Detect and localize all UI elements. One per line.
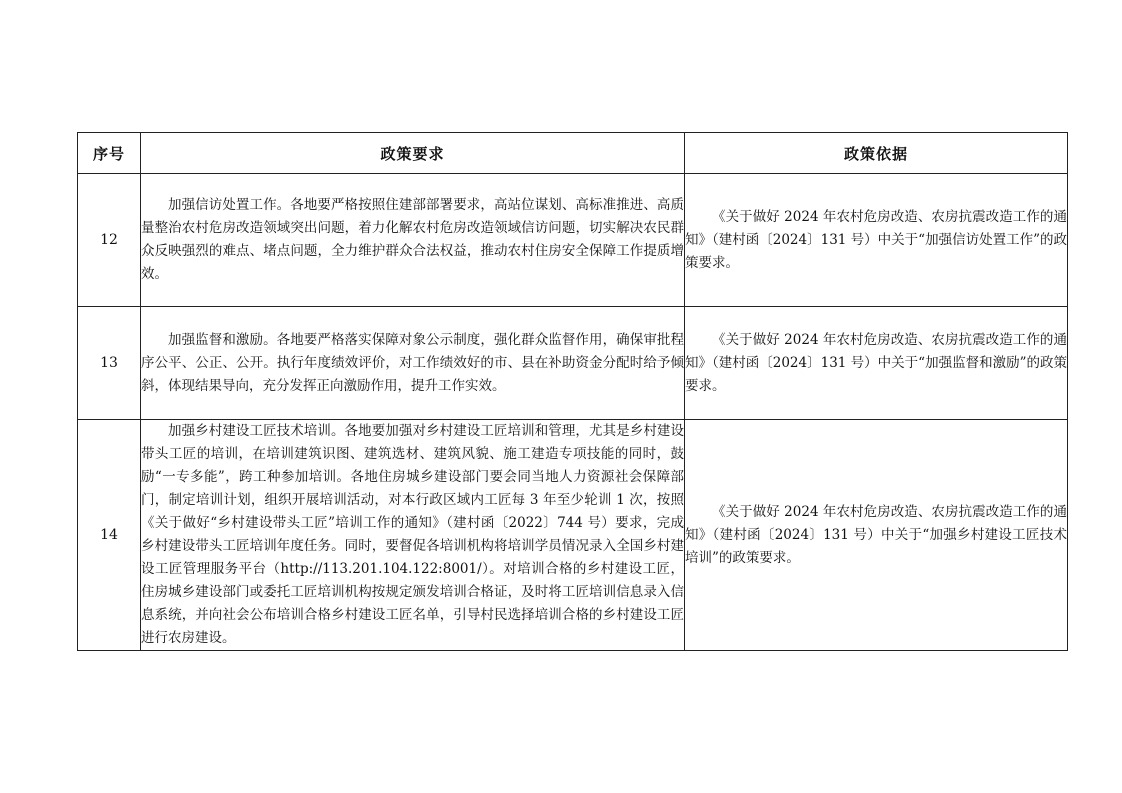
header-no: 序号 [78,133,141,174]
policy-document-page [77,132,1067,651]
policy-table [77,132,1068,651]
policy-basis-text: 《关于做好 2024 年农村危房改造、农房抗震改造工作的通知》（建村函〔2024〕131 号）中关于“加强监督和激励”的政策要求。 [685,331,1067,394]
row-number: 14 [78,420,141,651]
policy-basis-text: 《关于做好 2024 年农村危房改造、农房抗震改造工作的通知》（建村函〔2024〕131 号）中关于“加强信访处置工作”的政策要求。 [685,208,1067,271]
table-header-row [78,133,1068,174]
policy-basis-cell [685,420,1068,651]
policy-requirement-text: 加强监督和激励。各地要严格落实保障对象公示制度，强化群众监督作用，确保审批程序公平、公正、公开。执行年度绩效评价，对工作绩效好的市、县在补助资金分配时给予倾斜，体现结果导向，充分发挥正向激励作用，提升工作实效。 [141,331,684,394]
table-row [78,307,1068,420]
table-row [78,420,1068,651]
policy-requirement-text: 加强乡村建设工匠技术培训。各地要加强对乡村建设工匠培训和管理，尤其是乡村建设带头工匠的培训，在培训建筑识图、建筑选材、建筑风貌、施工建造专项技能的同时，鼓励“一专多能”，跨工种参加培训。各地住房城乡建设部门要会同当地人力资源社会保障部门，制定培训计划，组织开展培训活动，对本行政区域内工匠每 3 年至少轮训 1 次，按照《关于做好“乡村建设带头工匠”培训工作的通知》（建村函〔2022〕744 号）要求，完成乡村建设带头工匠培训年度任务。同时，要督促各培训机构将培训学员情况录入全国乡村建设工匠管理服务平台（http://113.201.104.122:8001/）。对培训合格的乡村建设工匠，住房城乡建设部门或委托工匠培训机构按规定颁发培训合格证，及时将工匠培训信息录入信息系统，并向社会公布培训合格乡村建设工匠名单，引导村民选择培训合格的乡村建设工匠进行农房建设。 [141,423,684,646]
policy-requirement-text: 加强信访处置工作。各地要严格按照住建部部署要求，高站位谋划、高标准推进、高质量整治农村危房改造领域突出问题，着力化解农村危房改造领域信访问题，切实解决农民群众反映强烈的难点、堵点问题，全力维护群众合法权益，推动农村住房安全保障工作提质增效。 [141,197,684,282]
policy-basis-cell [685,307,1068,420]
policy-basis-cell [685,174,1068,307]
policy-basis-text: 《关于做好 2024 年农村危房改造、农房抗震改造工作的通知》（建村函〔2024〕131 号）中关于“加强乡村建设工匠技术培训”的政策要求。 [685,503,1067,566]
header-basis: 政策依据 [685,133,1068,174]
policy-requirement-cell [141,420,685,651]
row-number: 12 [78,174,141,307]
policy-requirement-cell [141,307,685,420]
table-row [78,174,1068,307]
row-number: 13 [78,307,141,420]
policy-requirement-cell [141,174,685,307]
header-requirement: 政策要求 [141,133,685,174]
